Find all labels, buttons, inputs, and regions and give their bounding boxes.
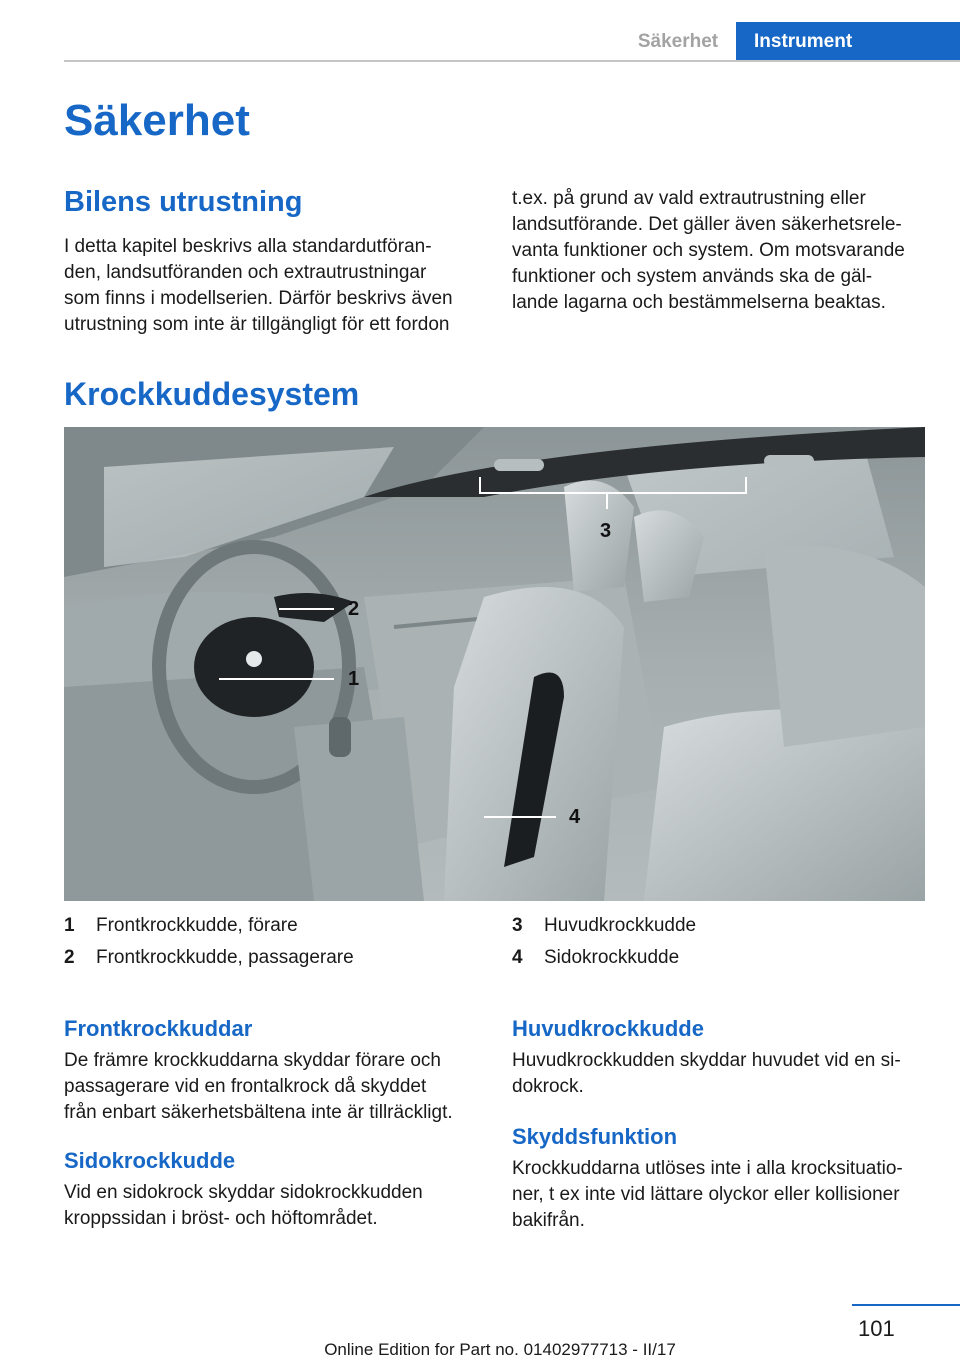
legend-number: 1	[64, 915, 75, 936]
callout-1: 1	[348, 668, 360, 690]
legend-label: Huvudkrockkudde	[544, 915, 697, 936]
huvudkrockkudde-text: Huvudkrockkudden skyddar huvudet vid en si- dokrock.	[512, 1050, 901, 1097]
sidokrockkudde-text: Vid en sidokrock skyddar sidokrockkudden kroppssidan i bröst- och höftområdet.	[64, 1182, 423, 1229]
legend-number: 2	[64, 947, 75, 968]
tab-sakerhet[interactable]: Säkerhet	[637, 31, 719, 52]
section-heading-krockkuddesystem: Krockkuddesystem	[64, 376, 360, 412]
frontkrockkuddar-text: De främre krockkuddarna skyddar förare och passagerare vid en frontalkrock då skyddet från enbart säkerhetsbältena inte är tillräckligt.	[64, 1050, 453, 1123]
legend-item	[512, 945, 679, 971]
callout-3: 3	[600, 520, 612, 542]
skyddsfunktion-text: Krockkuddarna utlöses inte i alla krocksituatio- ner, t ex inte vid lättare olyckor eller kollisioner bakifrån.	[512, 1158, 903, 1231]
section1-col2-text: t.ex. på grund av vald extrautrustning eller landsutförande. Det gäller även säkerhetsrele- vanta funktioner och system. Om motsvarande funktioner och system används ska de gäl- lande lagarna och bestämmelserna beaktas.	[512, 188, 905, 313]
legend-label: Sidokrockkudde	[544, 947, 680, 968]
airbag-illustration	[64, 427, 925, 901]
heading-sidokrockkudde: Sidokrockkudde	[64, 1148, 236, 1173]
legend-number: 3	[512, 915, 523, 936]
callout-4: 4	[569, 806, 581, 828]
header-divider	[64, 60, 960, 62]
page-number: 101	[858, 1316, 895, 1341]
legend-item	[512, 913, 696, 939]
callout-2: 2	[348, 598, 360, 620]
section1-col1-text: I detta kapitel beskrivs alla standardutföran- den, landsutföranden och extrautrustningar som finns i modellserien. Därför beskrivs även utrustning som inte är tillgängligt för ett fordon	[64, 236, 453, 335]
edition-note: Online Edition for Part no. 01402977713 - II/17	[324, 1340, 676, 1359]
heading-skyddsfunktion: Skyddsfunktion	[512, 1124, 678, 1149]
heading-huvudkrockkudde: Huvudkrockkudde	[512, 1016, 704, 1041]
legend-label: Frontkrockkudde, förare	[96, 915, 298, 936]
legend-item	[64, 913, 298, 939]
legend-number: 4	[512, 947, 523, 968]
section-heading-bilens-utrustning: Bilens utrustning	[64, 186, 303, 218]
legend-label: Frontkrockkudde, passagerare	[96, 947, 354, 968]
heading-frontkrockkuddar: Frontkrockkuddar	[64, 1016, 253, 1041]
legend-item	[64, 945, 354, 971]
page-title: Säkerhet	[64, 96, 250, 145]
tab-instrument[interactable]: Instrument	[736, 22, 960, 62]
footer-divider	[852, 1304, 960, 1306]
